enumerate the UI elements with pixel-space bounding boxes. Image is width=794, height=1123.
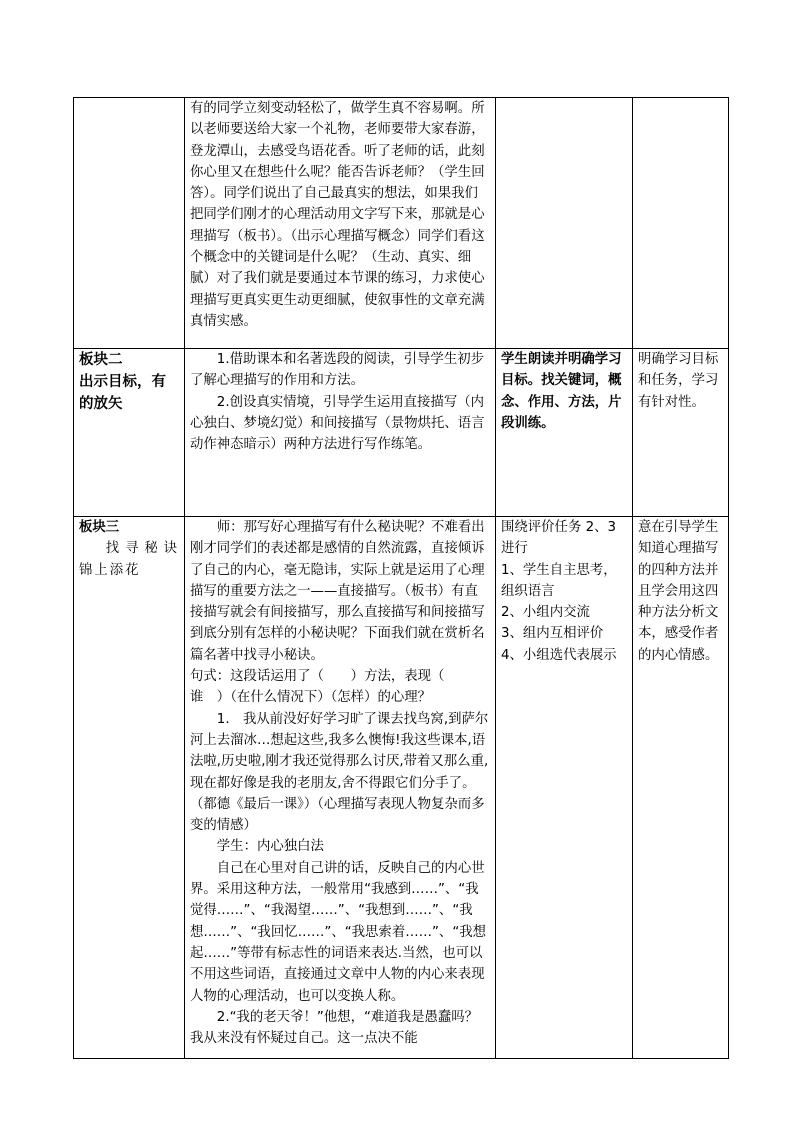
purpose-text: 意在引导学生知道心理描写的四种方法并且学会用这四种方法分析文本，感受作者的内心情感。: [638, 520, 719, 663]
block-label: 板块二: [79, 352, 123, 368]
purpose-text: 明确学习目标和任务，学习有针对性。: [638, 352, 719, 410]
goal-paragraph-2: 2.创设真实情境，引导学生运用直接描写（内心独白、梦境幻觉）和间接描写（景物烘托、语言动作神态暗示）两种方法进行写作练笔。: [190, 394, 485, 453]
example-1: 1. 我从前没好好学习旷了课去找鸟窝,到萨尔河上去溜冰…想起这些,我多么懊悔!我这些课本,语法啦,历史啦,刚才我还觉得那么讨厌,带着又那么重,现在都好像是我的老朋友,舍不得跟它们分手了。（都德《最后一课》）（心理描写表现人物复杂而多变的情感）: [190, 711, 489, 834]
list-item: 3、组内互相评价: [501, 626, 604, 642]
list-item: 围绕评价任务 2、3 进行: [501, 520, 617, 557]
block-label: 板块三: [79, 520, 120, 535]
content-cell: [185, 98, 496, 349]
student-activity-cell: [496, 517, 633, 1059]
student-activity-cell: [496, 349, 633, 517]
table-row: [74, 349, 729, 517]
purpose-cell: [633, 517, 729, 1059]
list-item: 2、小组内交流: [501, 605, 590, 621]
teacher-paragraph: 师：那写好心理描写有什么秘诀呢？不难看出刚才同学们的表述都是感情的自然流露，直接倾诉了自己的内心，毫无隐讳，实际上就是运用了心理描写的重要方法之一——直接描写。（板书）有直接描写就会有间接描写，那么直接描写和间接描写到底分别有怎样的小秘诀呢？下面我们就在赏析名篇名著中找寻小秘诀。: [190, 520, 485, 663]
student-answer: 学生：内心独白法: [216, 839, 324, 855]
table-row: [74, 98, 729, 349]
student-activity-list: [501, 517, 627, 666]
student-activity-cell: [496, 98, 633, 349]
lesson-plan-table: [73, 97, 729, 1059]
block-cell: [74, 98, 185, 349]
method-explanation: 自己在心里对自己讲的话，反映自己的内心世界。采用这种方法，一般常用“我感到……”、“我觉得……”、“我渴望……”、“我想到……”、“我想……”、“我回忆……”、“我思索着……”、“我想起……”等带有标志性的词语来表达.当然，也可以不用这些词语，直接通过文章中人物的内心来表现人物的心理活动，也可以变换人称。: [190, 860, 487, 1004]
block-title: 出示目标，有的放矢: [79, 374, 166, 412]
block-cell: [74, 517, 185, 1059]
block-title: 找寻秘诀锦上添花: [79, 541, 179, 578]
table-row: [74, 517, 729, 1059]
purpose-cell: [633, 349, 729, 517]
example-2: 2.“我的老天爷！”他想，“难道我是愚蠢吗？我从来没有怀疑过自己。这一点决不能: [190, 1009, 479, 1047]
goal-paragraph-1: 1.借助课本和名著选段的阅读，引导学生初步了解心理描写的作用和方法。: [190, 352, 484, 389]
content-cell: [185, 349, 496, 517]
student-activity-text: 学生朗读并明确学习目标。找关键词，概念、作用、方法，片段训练。: [501, 352, 622, 431]
content-cell: [185, 517, 496, 1059]
sentence-pattern: 句式：这段话运用了（ ）方法，表现（ 谁 ）（在什么情况下）（怎样）的心理？: [190, 669, 458, 706]
list-item: 1、学生自主思考，组织语言: [501, 562, 617, 599]
intro-paragraph: 有的同学立刻变动轻松了，做学生真不容易啊。所以老师要送给大家一个礼物，老师要带大家春游，登龙潭山，去感受鸟语花香。听了老师的话，此刻你心里又在想些什么呢？能否告诉老师？（学生回答）。同学们说出了自己最真实的想法，如果我们把同学们刚才的心理活动用文字写下来，那就是心理描写（板书）。（出示心理描写概念）同学们看这个概念中的关键词是什么呢？（生动、真实、细腻）对了我们就是要通过本节课的练习，力求使心理描写更真实更生动更细腻，使叙事性的文章充满真情实感。: [190, 101, 485, 329]
block-cell: [74, 349, 185, 517]
list-item: 4、小组选代表展示: [501, 647, 617, 663]
purpose-cell: [633, 98, 729, 349]
